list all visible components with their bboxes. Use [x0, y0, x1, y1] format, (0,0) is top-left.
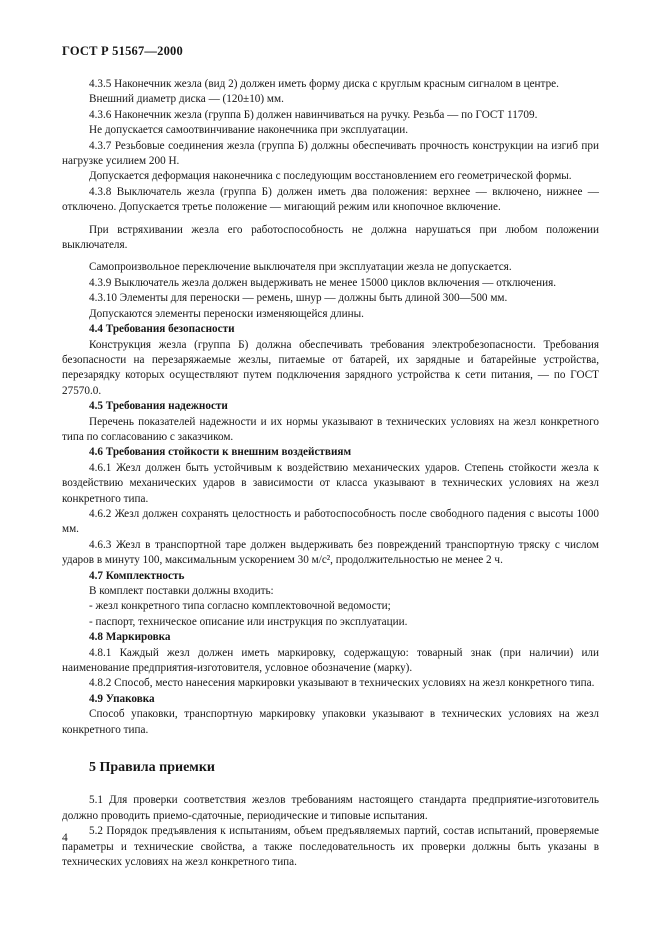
paragraph: 4.3.6 Наконечник жезла (группа Б) должен навинчиваться на ручку. Резьба — по ГОСТ 11709. [89, 108, 538, 121]
subsection-heading: 4.8 Маркировка [89, 631, 171, 644]
paragraph: 4.3.10 Элементы для переноски — ремень, шнур — должны быть длиной 300—500 мм. [89, 292, 508, 305]
list-item: - паспорт, техническое описание или инструкция по эксплуатации. [89, 615, 408, 628]
subsection-heading: 4.9 Упаковка [89, 692, 155, 705]
section-heading: 5 Правила приемки [89, 760, 215, 776]
paragraph: 5.1 Для проверки соответствия жезлов требованиям настоящего стандарта предприятие-изготовитель должно проводить приемо-сдаточные, периодические и типовые испытания. [62, 794, 599, 822]
paragraph: Допускается деформация наконечника с последующим восстановлением его геометрической формы. [89, 170, 572, 183]
paragraph: 4.3.8 Выключатель жезла (группа Б) должен иметь два положения: верхнее — включено, нижнее — отключено. Допускается третье положение — мигающий режим или кнопочное включение. [62, 185, 599, 214]
subsection-heading: 4.6 Требования стойкости к внешним воздействиям [89, 446, 352, 459]
paragraph: 4.6.3 Жезл в транспортной таре должен выдерживать без повреждений транспортную тряску с числом ударов в минуту 100, максимальным ускорением 30 м/с², продолжительностью не менее 2 ч. [62, 538, 599, 567]
paragraph: 4.3.7 Резьбовые соединения жезла (группа Б) должны обеспечивать прочность конструкции на изгиб при нагрузке усилием 200 Н. [62, 139, 599, 168]
paragraph: 4.6.2 Жезл должен сохранять целостность и работоспособность после свободного падения с высоты 1000 мм. [62, 507, 599, 536]
paragraph: 4.3.9 Выключатель жезла должен выдерживать не менее 15000 циклов включения — отключения. [89, 276, 557, 289]
paragraph: 4.8.2 Способ, место нанесения маркировки указывают в технических условиях на жезл конкретного типа. [89, 677, 595, 690]
paragraph: Внешний диаметр диска — (120±10) мм. [89, 93, 284, 106]
paragraph: Перечень показателей надежности и их нормы указывают в технических условиях на жезл конкретного типа по согласованию с заказчиком. [62, 415, 599, 443]
subsection-heading: 4.7 Комплектность [89, 569, 185, 582]
paragraph: Конструкция жезла (группа Б) должна обеспечивать требования электробезопасности. Требования безопасности на перезаряжаемые жезлы, питаемые от батарей, их зарядные и батарейные устройства, перезарядку которых осуществляют путем подключения зарядного устройства к сети питания, — по ГОСТ 27570.0. [62, 338, 599, 397]
document-body [62, 77, 599, 871]
paragraph: 4.8.1 Каждый жезл должен иметь маркировку, содержащую: товарный знак (при наличии) или наименование предприятия-изготовителя, условное обозначение (марку). [62, 646, 599, 675]
paragraph: 4.6.1 Жезл должен быть устойчивым к воздействию механических ударов. Степень стойкости жезла к воздействию механических ударов в зависимости от класса указывают в технических условиях на жезл конкретного типа. [62, 461, 599, 505]
subsection-heading: 4.5 Требования надежности [89, 400, 228, 413]
paragraph: При встряхивании жезла его работоспособность не должна нарушаться при любом положении выключателя. [62, 223, 599, 252]
paragraph: Способ упаковки, транспортную маркировку упаковки указывают в технических условиях на жезл конкретного типа. [62, 708, 599, 736]
list-item: - жезл конкретного типа согласно комплектовочной ведомости; [89, 600, 391, 613]
subsection-heading: 4.4 Требования безопасности [89, 323, 235, 336]
page-number: 4 [62, 832, 68, 844]
paragraph: 4.3.5 Наконечник жезла (вид 2) должен иметь форму диска с круглым красным сигналом в центре. [89, 78, 559, 90]
paragraph: Допускаются элементы переноски изменяющейся длины. [89, 307, 364, 320]
paragraph: В комплект поставки должны входить: [89, 585, 274, 597]
paragraph: Самопроизвольное переключение выключателя при эксплуатации жезла не допускается. [89, 261, 512, 274]
document-header: ГОСТ Р 51567—2000 [62, 44, 183, 58]
paragraph: Не допускается самоотвинчивание наконечника при эксплуатации. [89, 124, 409, 137]
paragraph: 5.2 Порядок предъявления к испытаниям, объем предъявляемых партий, состав испытаний, проверяемые параметры и технические свойства, а также последовательность их проверки должны быть указаны в технических условиях на жезл конкретного типа. [62, 825, 599, 869]
